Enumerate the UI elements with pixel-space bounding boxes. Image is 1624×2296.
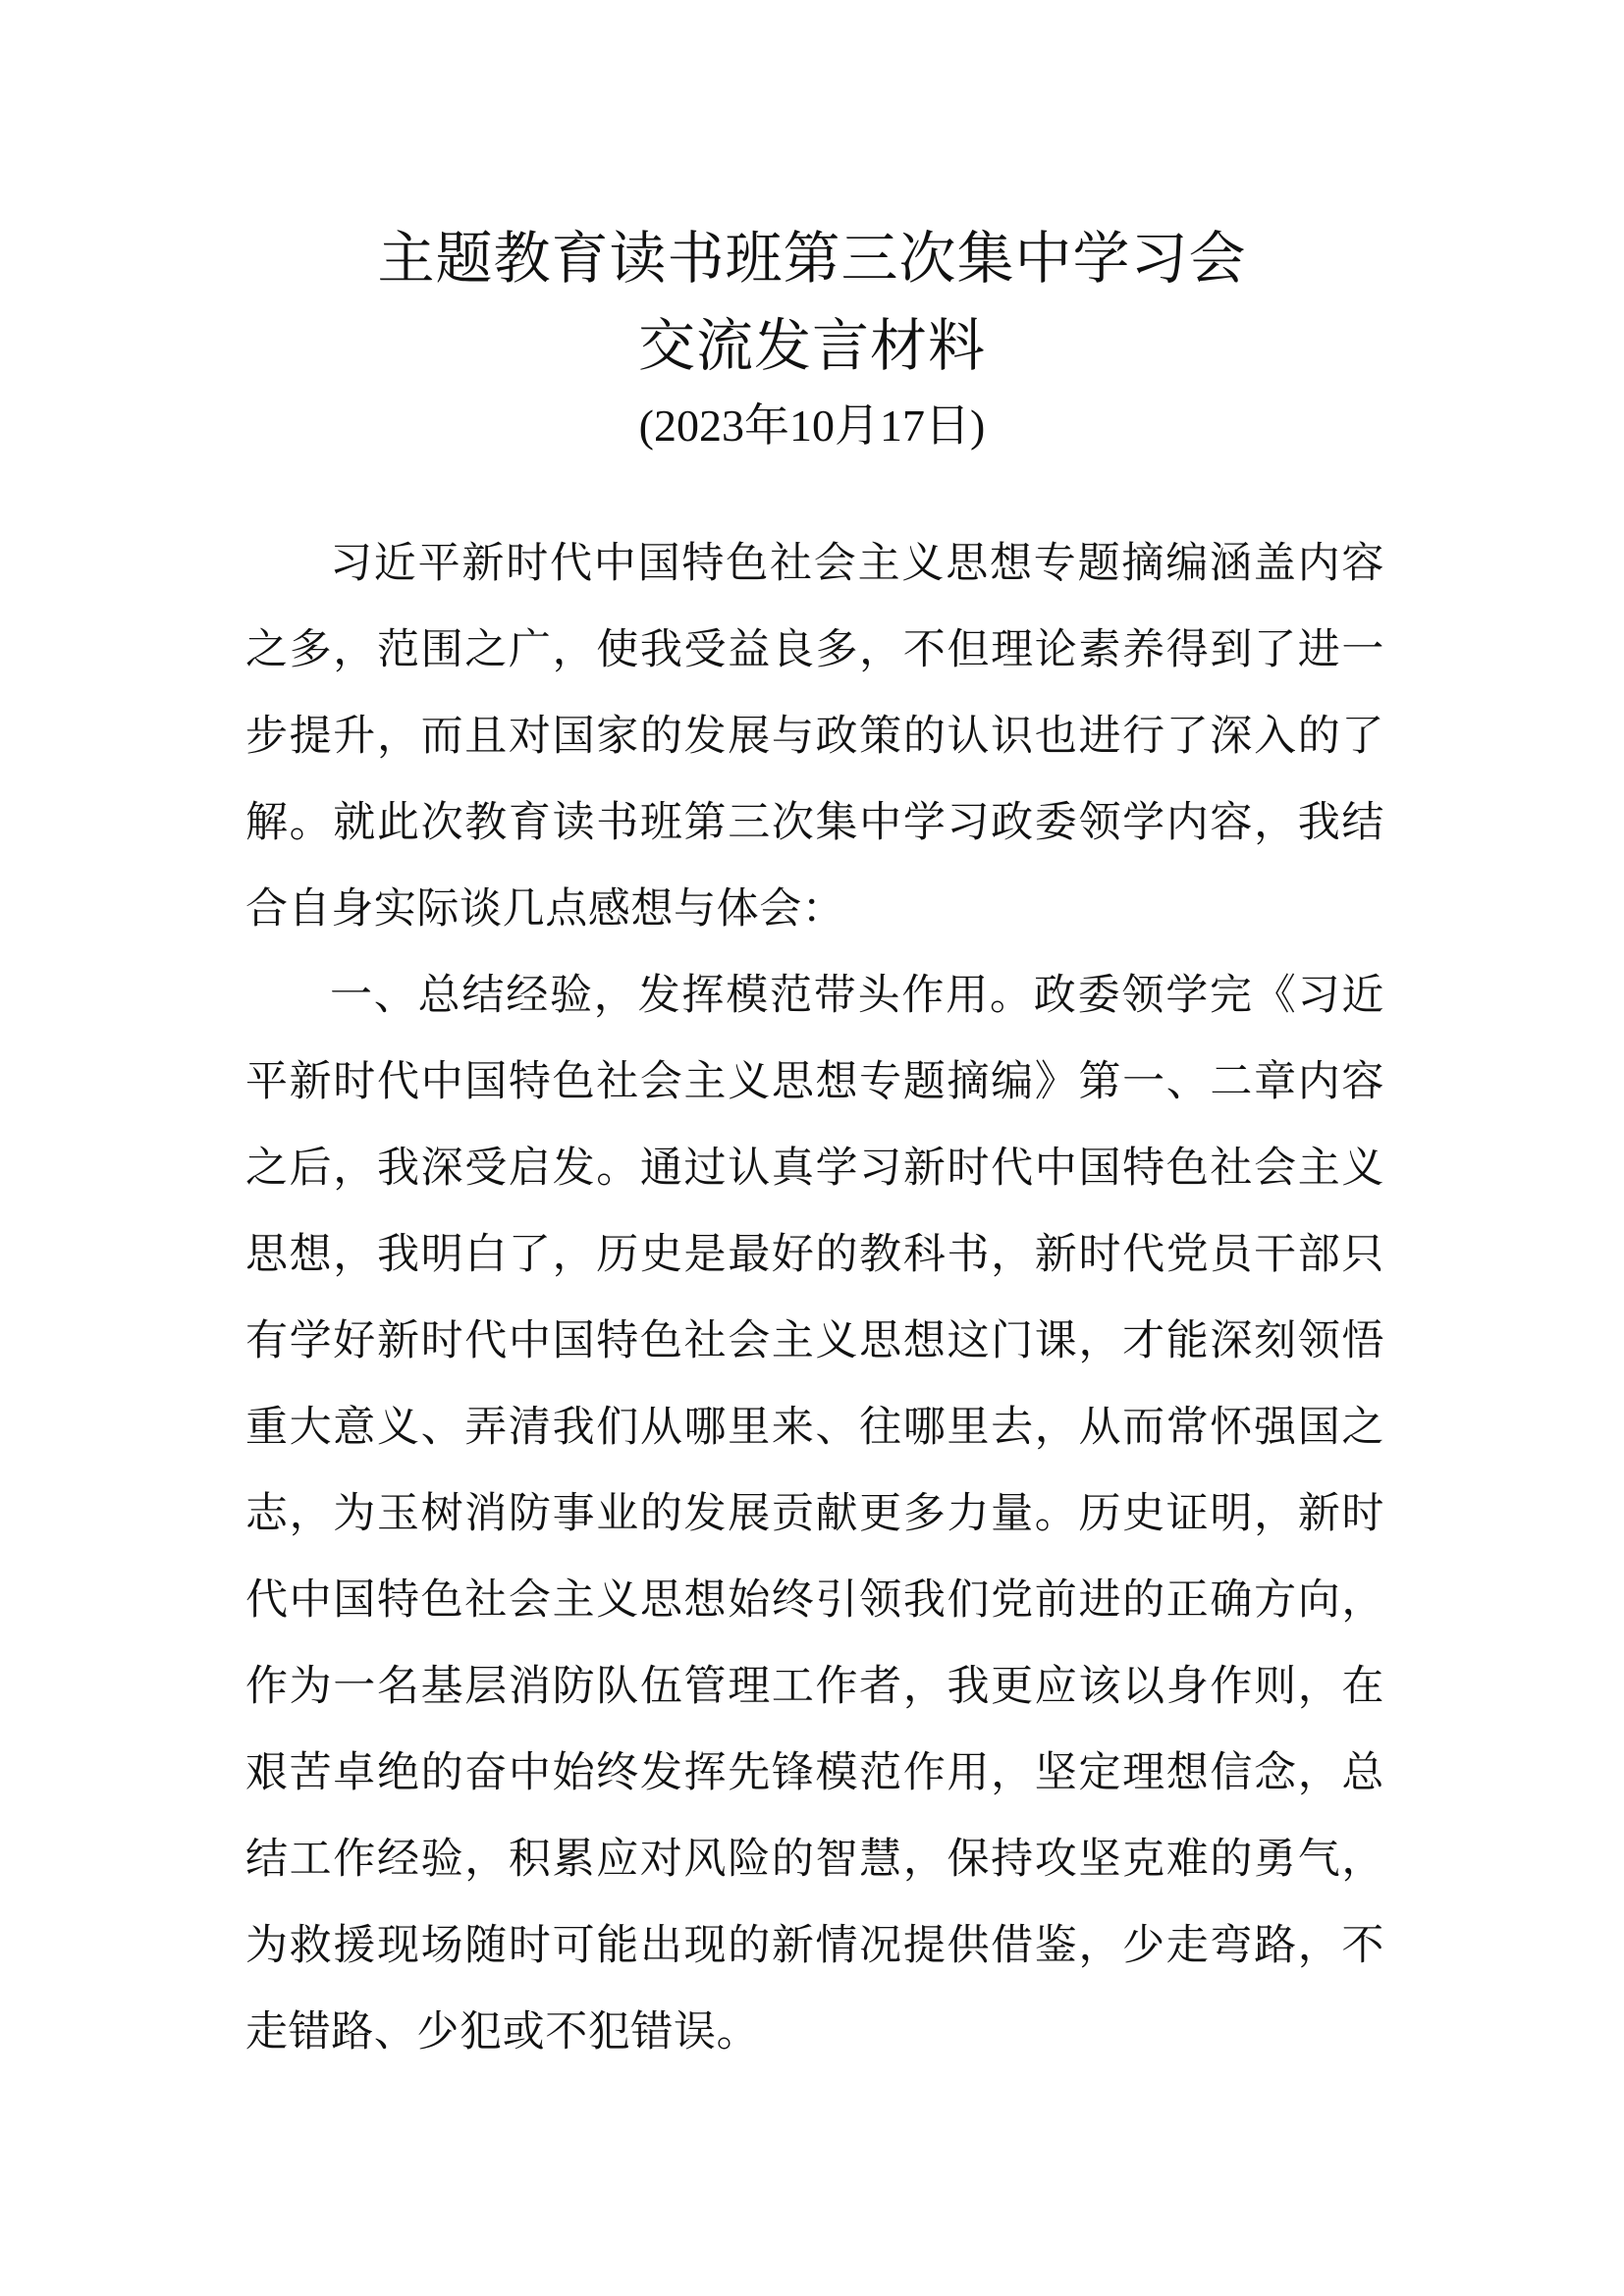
document-date: (2023年10月17日) — [638, 400, 986, 451]
document-body — [245, 520, 1384, 2075]
document-title-line-1: 主题教育读书班第三次集中学习会 — [377, 225, 1247, 292]
body-paragraph-section-1: 一、总结经验，发挥模范带头作用。政委领学完《习近平新时代中国特色社会主义思想专题摘编》第一、二章内容之后，我深受启发。通过认真学习新时代中国特色社会主义思想，我明白了，历史是最好的教科书，新时代党员干部只有学好新时代中国特色社会主义思想这门课，才能深刻领悟重大意义、弄清我们从哪里来、往哪里去，从而常怀强国之志，为玉树消防事业的发展贡献更多力量。历史证明，新时代中国特色社会主义思想始终引领我们党前进的正确方向，作为一名基层消防队伍管理工作者，我更应该以身作则，在艰苦卓绝的奋中始终发挥先锋模范作用，坚定理想信念，总结工作经验，积累应对风险的智慧，保持攻坚克难的勇气，为救援现场随时可能出现的新情况提供借鉴，少走弯路，不走错路、少犯或不犯错误。 — [245, 971, 1384, 2056]
document-title-line-2: 交流发言材料 — [637, 312, 986, 379]
body-paragraph-intro: 习近平新时代中国特色社会主义思想专题摘编涵盖内容之多，范围之广，使我受益良多，不但理论素养得到了进一步提升，而且对国家的发展与政策的认识也进行了深入的了解。就此次教育读书班第三次集中学习政委领学内容，我结合自身实际谈几点感想与体会： — [245, 539, 1384, 934]
